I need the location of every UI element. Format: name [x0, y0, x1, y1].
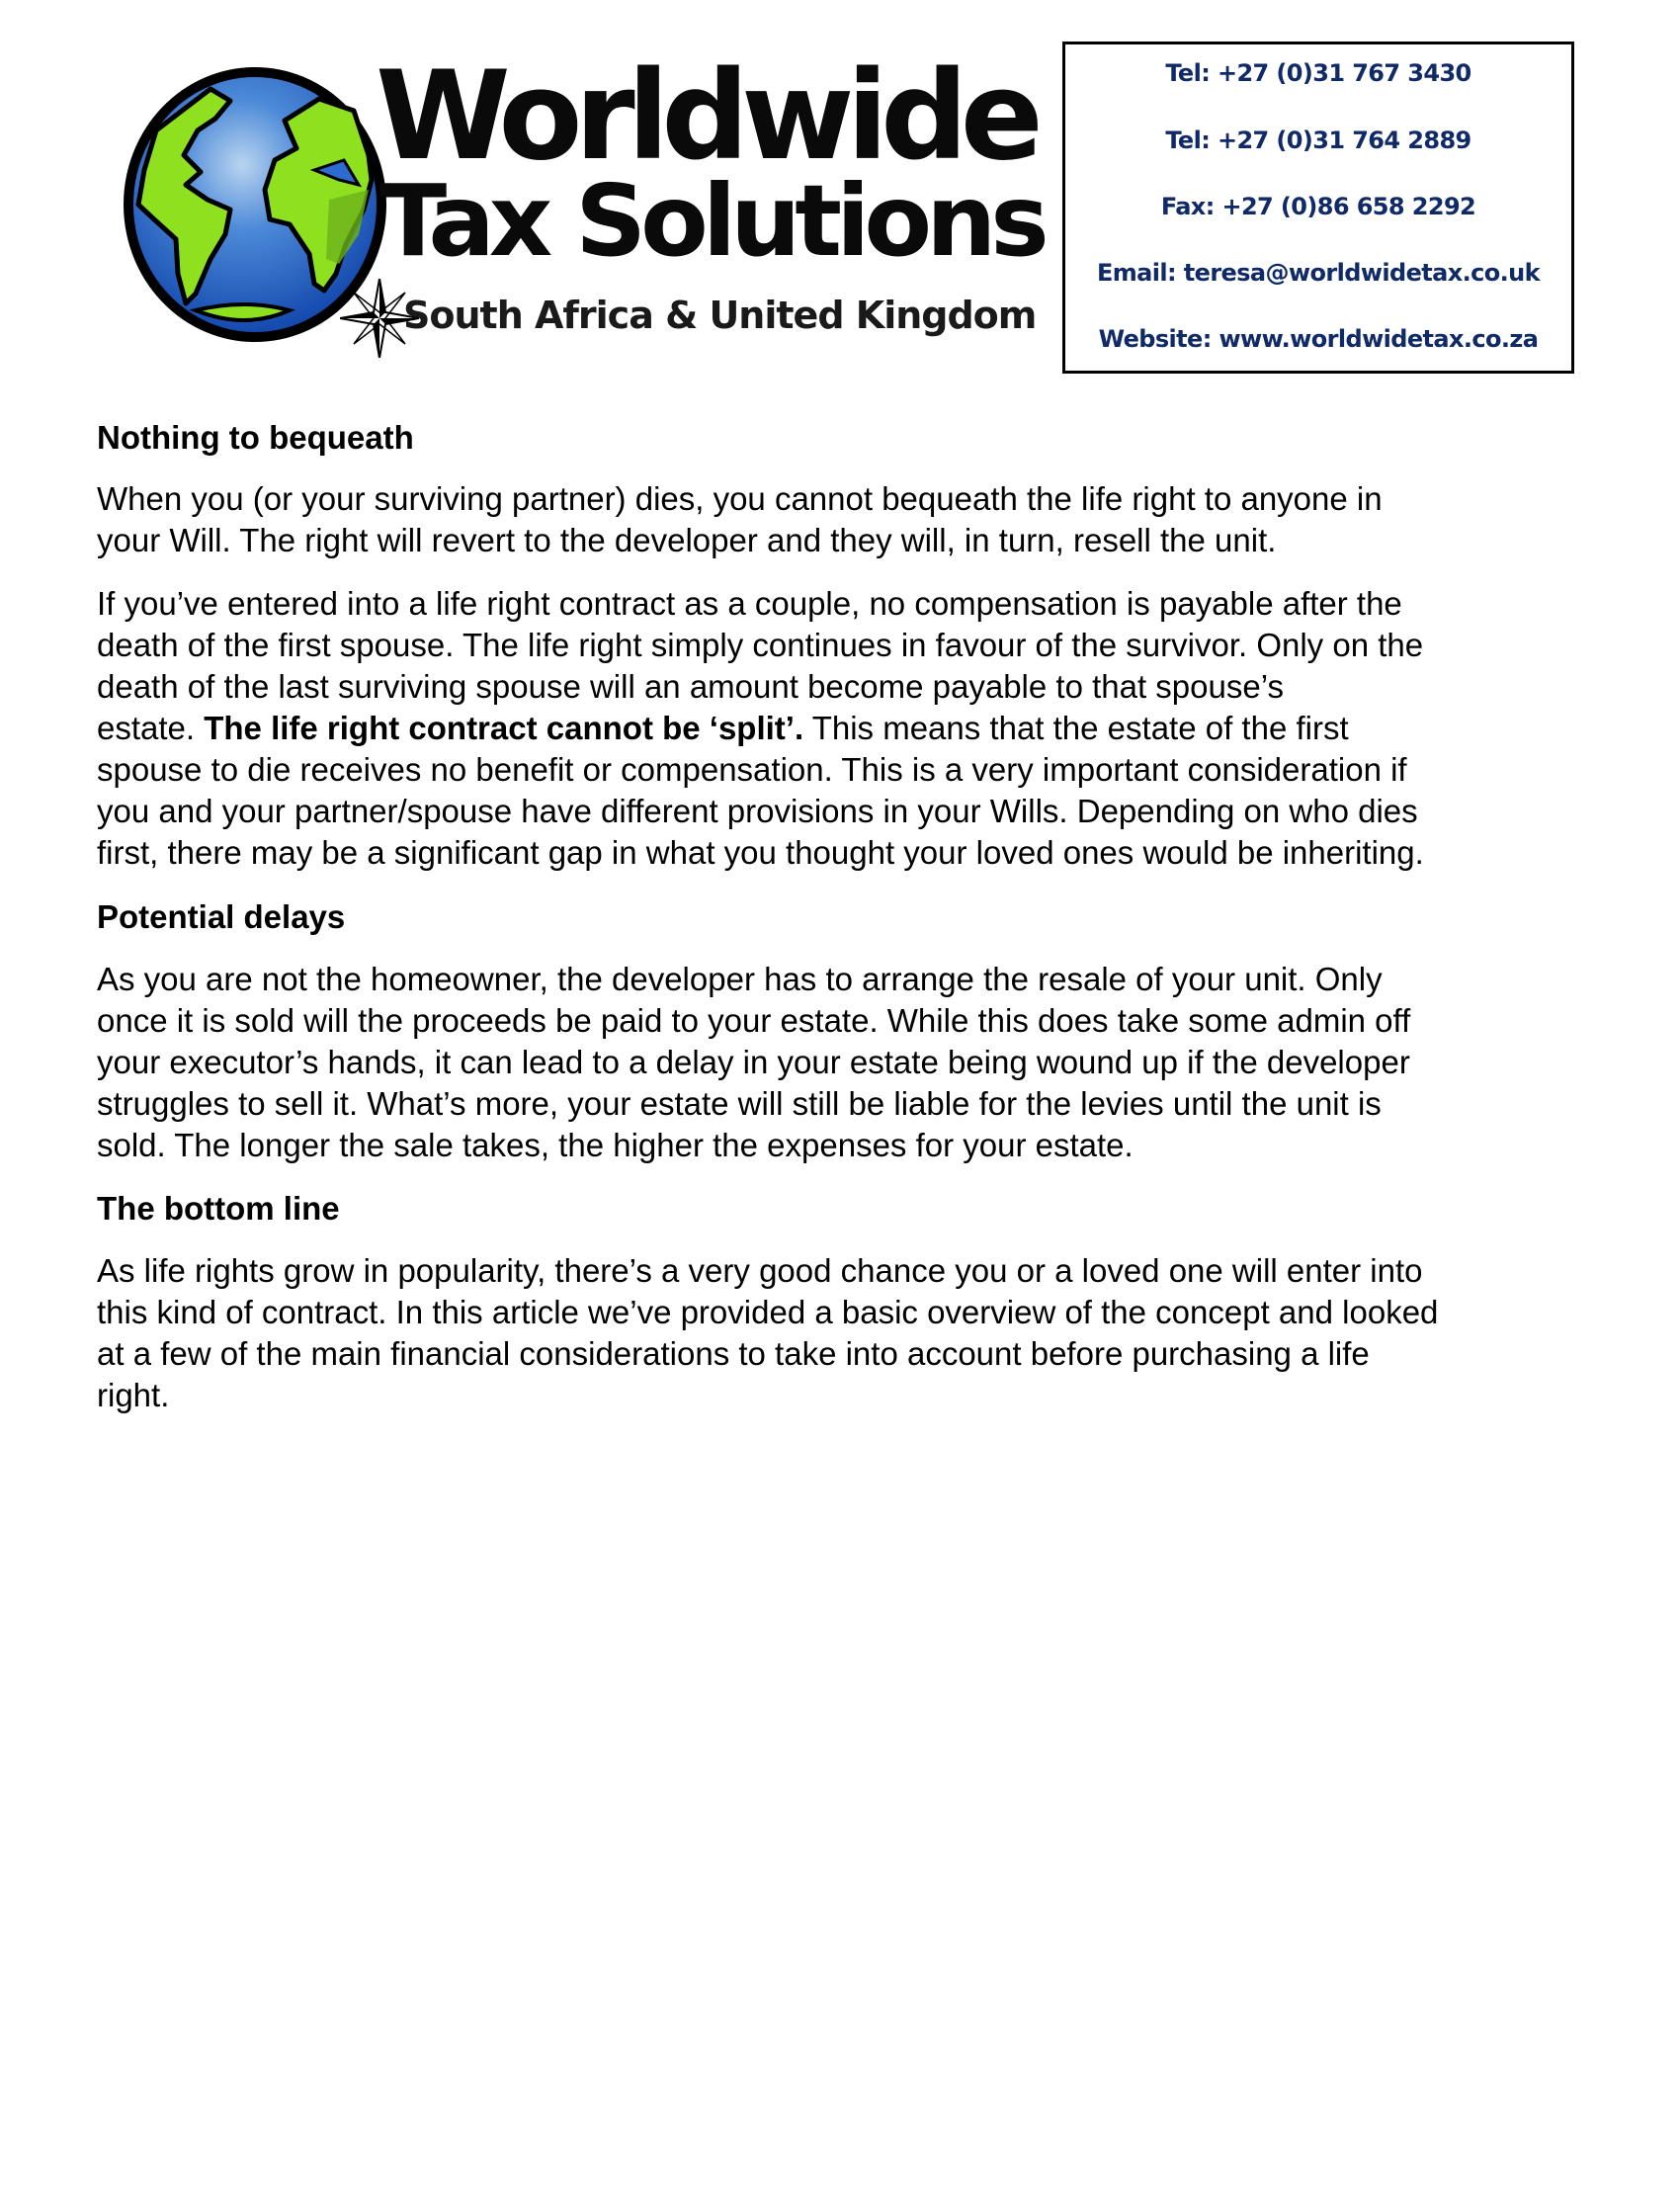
text-line: this kind of contract. In this article we’ve provided a basic overview of the concept and looked	[97, 1294, 1439, 1330]
text-line: spouse to die receives no benefit or compensation. This is a very important consideration if	[97, 751, 1407, 788]
text-line: at a few of the main financial considerations to take into account before purchasing a life	[97, 1335, 1370, 1372]
text-line: you and your partner/spouse have different provisions in your Wills. Depending on who dies	[97, 793, 1418, 829]
text-line: As you are not the homeowner, the developer has to arrange the resale of your unit. Only	[97, 961, 1383, 997]
logo-wordmark-tax-solutions: Tax Solutions	[379, 163, 1044, 279]
logo-wordmark-worldwide: Worldwide	[376, 45, 1036, 188]
text-line: right.	[97, 1377, 170, 1413]
bold-emphasis: The life right contract cannot be ‘split’.	[204, 710, 804, 746]
text-line: your Will. The right will revert to the developer and they will, in turn, resell the unit.	[97, 522, 1277, 558]
section-heading-the-bottom-line: The bottom line	[97, 1190, 340, 1227]
paragraph	[97, 583, 1579, 874]
contact-email[interactable]: Email: teresa@worldwidetax.co.uk	[1096, 259, 1541, 287]
text-run: This means that the estate of the first	[803, 710, 1349, 746]
text-line: first, there may be a significant gap in what you thought your loved ones would be inheriting.	[97, 834, 1424, 871]
section-heading-potential-delays: Potential delays	[97, 898, 346, 935]
contact-tel-1: Tel: +27 (0)31 767 3430	[1165, 59, 1471, 87]
paragraph	[97, 1250, 1579, 1416]
contact-tel-2: Tel: +27 (0)31 764 2889	[1165, 127, 1471, 154]
paragraph	[97, 959, 1579, 1166]
text-line: As life rights grow in popularity, there’s a very good chance you or a loved one will enter into	[97, 1252, 1423, 1289]
contact-fax: Fax: +27 (0)86 658 2292	[1160, 193, 1476, 220]
contact-website[interactable]: Website: www.worldwidetax.co.za	[1098, 325, 1539, 353]
text-line: When you (or your surviving partner) dies, you cannot bequeath the life right to anyone in	[97, 480, 1383, 517]
section-heading-nothing-to-bequeath: Nothing to bequeath	[97, 419, 414, 456]
text-line: If you’ve entered into a life right contract as a couple, no compensation is payable after the	[97, 585, 1402, 622]
text-line: death of the first spouse. The life right simply continues in favour of the survivor. Only on the	[97, 627, 1424, 663]
text-line: death of the last surviving spouse will an amount become payable to that spouse’s	[97, 668, 1284, 705]
text-line: once it is sold will the proceeds be paid to your estate. While this does take some admin off	[97, 1002, 1411, 1039]
contact-info-box	[1062, 42, 1574, 374]
text-run: estate.	[97, 710, 205, 746]
logo-tagline: South Africa & United Kingdom	[403, 294, 1037, 337]
text-line	[97, 708, 1579, 749]
text-line: your executor’s hands, it can lead to a delay in your estate being wound up if the developer	[97, 1044, 1410, 1080]
text-line: sold. The longer the sale takes, the higher the expenses for your estate.	[97, 1127, 1134, 1163]
company-logo	[117, 45, 1044, 358]
paragraph	[97, 478, 1579, 561]
text-line: struggles to sell it. What’s more, your estate will still be liable for the levies until the unit is	[97, 1085, 1382, 1122]
